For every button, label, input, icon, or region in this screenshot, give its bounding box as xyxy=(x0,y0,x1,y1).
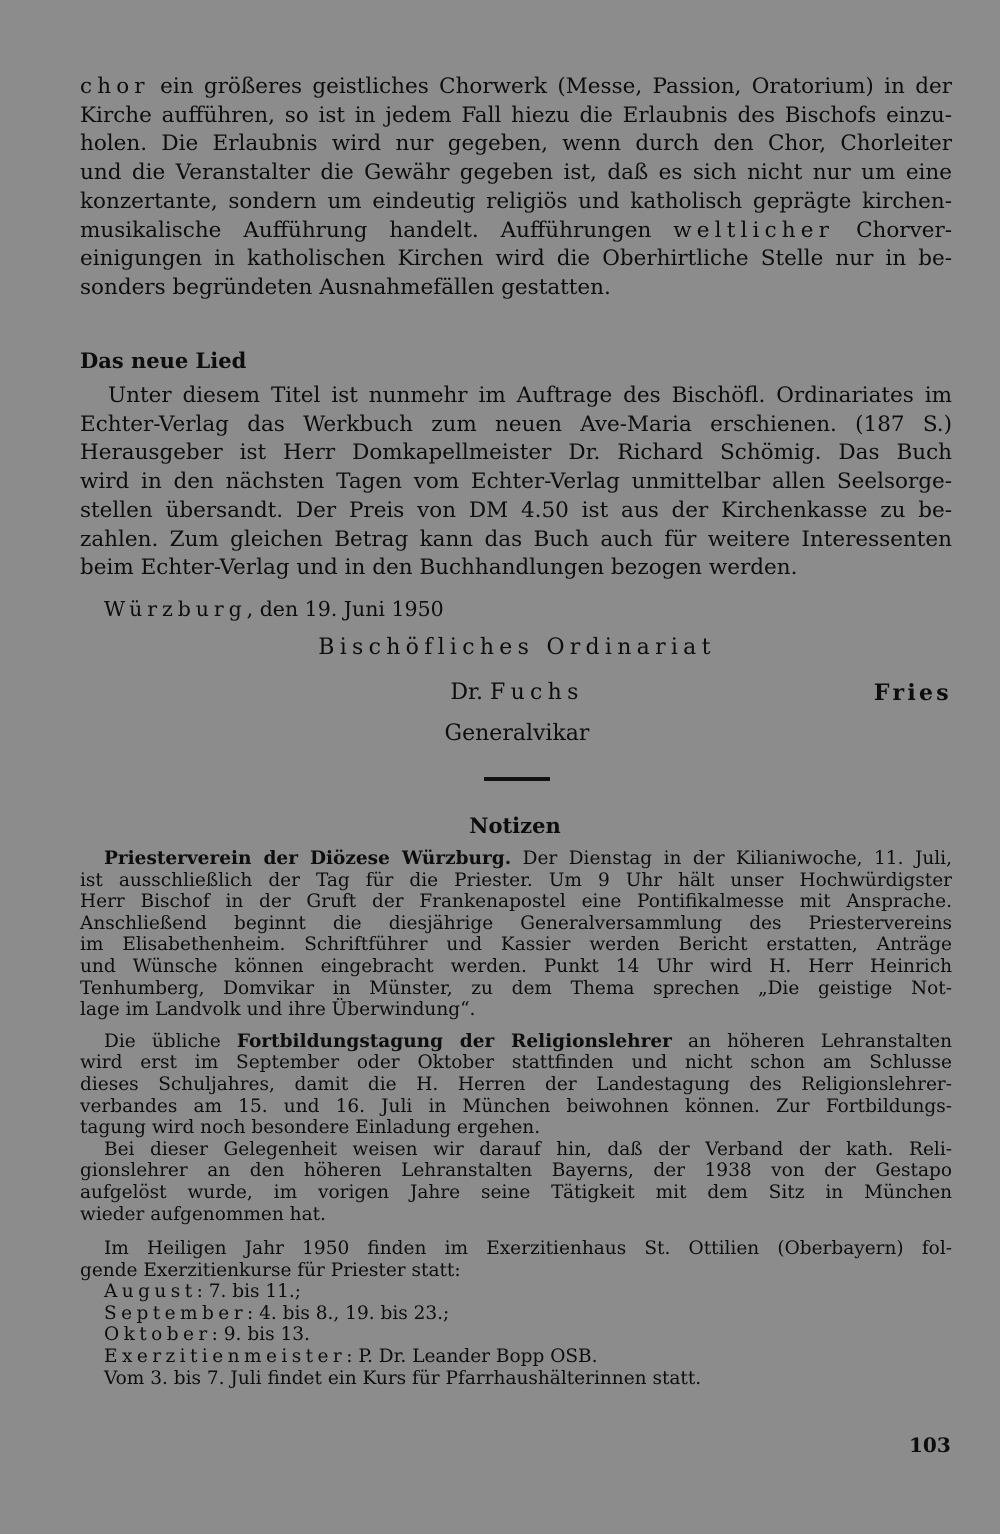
text-line: Im Heiligen Jahr 1950 finden im Exerzitienhaus St. Ottilien (Oberbayern) fol- xyxy=(104,1238,952,1260)
text-line: und die Veranstalter die Gewähr gegeben ist, daß es sich nicht nur um eine xyxy=(80,160,952,186)
text-line: gende Exerzitienkurse für Priester statt: xyxy=(80,1259,461,1281)
text-line: und Wünsche können eingebracht werden. Punkt 14 Uhr wird H. Herr Heinrich xyxy=(80,955,952,977)
spaced-word: chor xyxy=(80,74,150,99)
text-line: einigungen in katholischen Kirchen wird die Oberhirtliche Stelle nur in be- xyxy=(80,246,952,272)
paragraph-fortbildungstagung xyxy=(80,1031,952,1139)
course-oktober: Oktober: 9. bis 13. xyxy=(104,1324,310,1346)
text-line: musikalische Aufführung handelt. Aufführungen weltlicher Chorver- xyxy=(80,217,952,243)
place: Würzburg xyxy=(104,597,247,621)
inline-heading: Fortbildungstagung der Religionslehrer xyxy=(236,1030,672,1052)
text-line: holen. Die Erlaubnis wird nur gegeben, wenn durch den Chor, Chorleiter xyxy=(80,131,952,157)
spaced-word: weltlicher xyxy=(673,217,835,243)
text-line: wird in den nächsten Tagen vom Echter-Verlag unmittelbar allen Seelsorge- xyxy=(80,469,952,495)
text-line: wird erst im September oder Oktober stattfinden und nicht schon am Schlusse xyxy=(80,1052,952,1074)
intro-paragraph xyxy=(80,73,952,303)
paragraph-priesterverein xyxy=(80,848,952,1021)
text-line: Tenhumberg, Domvikar in Münster, zu dem Thema sprechen „Die geistige Not- xyxy=(80,977,952,999)
text-line: sonders begründeten Ausnahmefällen gestatten. xyxy=(80,274,611,300)
text-line: aufgelöst wurde, im vorigen Jahre seine Tätigkeit mit dem Sitz in München xyxy=(80,1181,952,1203)
section-heading-notizen: Notizen xyxy=(469,813,561,838)
page-number: 103 xyxy=(909,1433,951,1457)
course-exerzitienmeister: Exerzitienmeister: P. Dr. Leander Bopp OSB. xyxy=(104,1346,598,1368)
text-line: verbandes am 15. und 16. Juli in München beiwohnen können. Zur Fortbildungs- xyxy=(80,1095,952,1117)
issuing-office: Bischöfliches Ordinariat xyxy=(318,635,716,660)
inline-heading: Priesterverein der Diözese Würzburg. xyxy=(104,848,512,869)
section-divider xyxy=(484,777,550,781)
paragraph-verband xyxy=(80,1139,952,1225)
date: , den 19. Juni 1950 xyxy=(246,597,444,621)
text-line: Kirche aufführen, so ist in jedem Fall hiezu die Erlaubnis des Bischofs einzu- xyxy=(80,102,952,128)
text-line: beim Echter-Verlag und in den Buchhandlungen bezogen werden. xyxy=(80,555,798,581)
course-september: September: 4. bis 8., 19. bis 23.; xyxy=(104,1302,450,1324)
signatory-name: Dr. Fuchs xyxy=(450,680,584,705)
text-line: lage im Landvolk und ihre Überwindung“. xyxy=(80,999,476,1021)
text-line: gionslehrer an den höheren Lehranstalten Bayerns, der 1938 von der Gestapo xyxy=(80,1160,952,1182)
text-line: Priesterverein der Diözese Würzburg. Der Dienstag in der Kilianiwoche, 11. Juli, xyxy=(104,848,952,869)
text-line: Herausgeber ist Herr Domkapellmeister Dr. Richard Schömig. Das Buch xyxy=(80,440,952,466)
text-line: wieder aufgenommen hat. xyxy=(80,1203,326,1225)
text-line: tagung wird noch besondere Einladung ergehen. xyxy=(80,1117,541,1139)
text-line: konzertante, sondern um eindeutig religiös und katholisch geprägte kirchen- xyxy=(80,188,952,214)
text-line: dieses Schuljahres, damit die H. Herren der Landestagung des Religionslehrer- xyxy=(80,1073,952,1095)
text-line: im Elisabethenheim. Schriftführer und Kassier werden Bericht erstatten, Anträge xyxy=(80,934,952,956)
paragraph-exerzitien xyxy=(80,1238,952,1281)
course-list xyxy=(80,1281,952,1389)
text-line: Die übliche Fortbildungstagung der Religionslehrer an höheren Lehranstalten xyxy=(104,1030,952,1052)
spacer xyxy=(80,1021,952,1031)
text-line: Bei dieser Gelegenheit weisen wir darauf hin, daß der Verband der kath. Reli- xyxy=(104,1138,952,1160)
text-line: Anschließend beginnt die diesjährige Generalversammlung des Priestervereins xyxy=(80,912,952,934)
course-august: August: 7. bis 11.; xyxy=(104,1281,302,1303)
text-line: stellen übersandt. Der Preis von DM 4.50 ist aus der Kirchenkasse zu be- xyxy=(80,497,952,523)
place-date-line xyxy=(104,597,444,621)
text-line: Unter diesem Titel ist nunmehr im Auftrage des Bischöfl. Ordinariates im xyxy=(108,383,952,408)
section-heading-das-neue-lied: Das neue Lied xyxy=(80,348,247,373)
text-line: chor ein größeres geistliches Chorwerk (Messe, Passion, Oratorium) in der xyxy=(80,74,952,99)
closing-line: Vom 3. bis 7. Juli findet ein Kurs für Pfarrhaushälterinnen statt. xyxy=(104,1367,702,1389)
spacer xyxy=(80,1225,952,1238)
text-line: Echter-Verlag das Werkbuch zum neuen Ave-Maria erschienen. (187 S.) xyxy=(80,411,952,437)
cosigner-name: Fries xyxy=(873,680,952,706)
text-line: Herr Bischof in der Gruft der Frankenapostel eine Pontifikalmesse mit Ansprache. xyxy=(80,891,952,913)
text-line: zahlen. Zum gleichen Betrag kann das Buch auch für weitere Interessenten xyxy=(80,526,952,552)
signatory-title: Generalvikar xyxy=(444,721,590,746)
notizen-section xyxy=(80,848,952,1389)
lied-paragraph xyxy=(80,382,952,583)
text-line: ist ausschließlich der Tag für die Priester. Um 9 Uhr hält unser Hochwürdigster xyxy=(80,869,952,891)
